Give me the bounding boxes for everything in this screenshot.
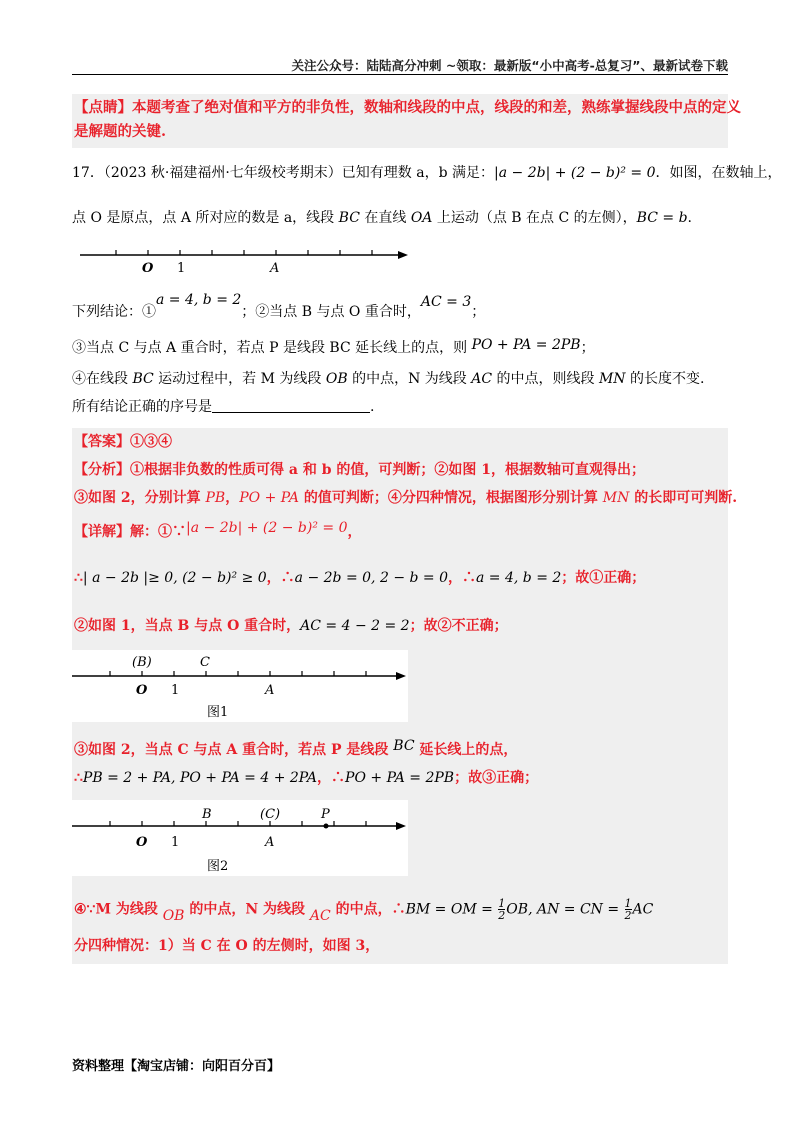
text: ，∴ <box>266 570 295 586</box>
math-step2-eq: AC = 4 − 2 = 2 <box>300 618 410 634</box>
question-line <box>72 397 374 417</box>
text: ，∴ <box>317 770 346 786</box>
math-sum: PO + PA <box>239 490 299 506</box>
answer-block <box>72 428 738 964</box>
math-step4-eq2: OB, AN = CN = <box>506 901 624 918</box>
math-ac: AC <box>309 907 331 924</box>
step-3b <box>74 768 538 788</box>
text: 在直线 <box>359 210 411 226</box>
math-c3: PO + PA = 2PB <box>471 337 581 353</box>
step-3 <box>74 740 517 760</box>
math-step1-eq1: | a − 2b |≥ 0, (2 − b)² ≥ 0 <box>82 570 267 586</box>
text: ③如图 2，分别计算 <box>74 490 206 506</box>
text: ③当点 C 与点 A 重合时，若点 P 是线段 BC 延长线上的点，则 <box>72 340 472 356</box>
text: 的中点，则线段 <box>492 371 599 387</box>
fig2-label-one: 1 <box>171 835 180 850</box>
frac-den: 2 <box>498 909 506 922</box>
fig1-label-one: 1 <box>171 683 180 698</box>
text: ③如图 2，当点 C 与点 A 重合时，若点 P 是线段 <box>74 742 394 758</box>
text: ， <box>347 524 362 540</box>
header-divider <box>72 74 728 75</box>
fig1-label-o: O <box>136 683 148 698</box>
axis-label-a: A <box>270 261 280 276</box>
comment-block <box>72 94 741 148</box>
math-bc-eq: BC = b <box>636 210 688 226</box>
math-bc: BC <box>132 371 154 387</box>
math-ob: OB <box>325 371 348 387</box>
fig2-caption: 图2 <box>207 859 229 874</box>
text: ；故①正确； <box>561 570 646 586</box>
text: 点 O 是原点，点 A 所对应的数是 a，线段 <box>72 210 339 226</box>
frac-den: 2 <box>624 909 632 922</box>
text: ④在线段 <box>72 371 133 387</box>
text: ；②当点 B 与点 O 重合时， <box>241 304 421 320</box>
math-ob: OB <box>162 907 185 924</box>
math-step4-eq3: AC <box>632 901 654 918</box>
text: 上运动（点 B 在点 C 的左侧）， <box>432 210 637 226</box>
math-c2: AC = 3 <box>420 294 472 310</box>
comment-line-1: 【点睛】本题考查了绝对值和平方的非负性，数轴和线段的中点，线段的和差，熟练掌握线段中点的定义 <box>74 99 741 116</box>
text: ④∵M 为线段 <box>74 901 163 918</box>
detail-line <box>74 522 362 542</box>
figure-1 <box>72 650 408 722</box>
problem-equation: |a − 2b| + (2 − b)² = 0 <box>494 165 656 181</box>
text: 的中点，∴ <box>330 901 406 918</box>
text: 下列结论：① <box>72 304 156 320</box>
analysis-line-2 <box>74 488 737 508</box>
comment-line-2: 是解题的关键. <box>74 123 167 140</box>
math-bc: BC <box>393 738 415 754</box>
fig2-label-o: O <box>136 835 148 850</box>
text: 延长线上的点， <box>414 742 518 758</box>
text: 【详解】解：①∵ <box>74 524 186 540</box>
answer-blank <box>212 398 370 413</box>
fraction-half-1 <box>498 898 505 921</box>
math-pb: PB <box>205 490 226 506</box>
text: ②如图 1，当点 B 与点 O 重合时， <box>74 618 301 634</box>
math-step3-eq2: PO + PA = 2PB <box>345 770 455 786</box>
fig2-label-p: P <box>321 807 330 822</box>
analysis-line-1: 【分析】①根据非负数的性质可得 a 和 b 的值，可判断；②如图 1，根据数轴可直观得出； <box>74 462 645 478</box>
frac-num: 1 <box>624 897 632 910</box>
fig2-label-b: B <box>202 807 212 822</box>
problem-line-1 <box>72 163 782 183</box>
fig2-point-p <box>324 824 329 829</box>
text: ，∴ <box>448 570 476 586</box>
page-header: 关注公众号：陆陆高分冲刺 ~领取：最新版“小中高考-总复习”、最新试卷下载 <box>291 58 728 73</box>
fig1-label-c: C <box>200 655 210 670</box>
frac-num: 1 <box>498 897 506 910</box>
conclusion-4 <box>72 369 704 389</box>
math-step4-eq1: BM = OM = <box>405 901 498 918</box>
text: ；故③正确； <box>454 770 539 786</box>
math-step1-eq3: a = 4, b = 2 <box>476 570 562 586</box>
page-footer: 资料整理【淘宝店铺：向阳百分百】 <box>72 1059 281 1074</box>
math-c1: a = 4, b = 2 <box>156 292 242 308</box>
problem-line-2 <box>72 208 692 228</box>
answer-label: 【答案】①③④ <box>74 434 172 450</box>
problem-intro-end: ．如图，在数轴上， <box>655 165 782 181</box>
text: . <box>370 399 375 415</box>
text: 的长即可可判断. <box>629 490 738 506</box>
fig1-label-b: (B) <box>132 655 152 670</box>
step-1 <box>74 568 645 588</box>
fig2-label-c: (C) <box>260 807 281 822</box>
conclusions-line-1 <box>72 292 486 322</box>
step-4 <box>74 897 654 924</box>
fig1-label-a: A <box>265 683 275 698</box>
math-step3-eq1: PB = 2 + PA, PO + PA = 4 + 2PA <box>82 770 318 786</box>
math-step1-eq2: a − 2b = 0, 2 − b = 0 <box>294 570 448 586</box>
math-oa: OA <box>410 210 433 226</box>
axis-label-o: O <box>142 261 154 276</box>
text: ， <box>225 490 240 506</box>
conclusion-3 <box>72 338 595 358</box>
text: . <box>687 210 692 226</box>
step-5: 分四种情况：1）当 C 在 O 的左侧时，如图 3， <box>74 938 380 954</box>
fig1-caption: 图1 <box>207 705 229 720</box>
step-2 <box>74 616 508 636</box>
math-mn: MN <box>598 371 626 387</box>
axis-label-one: 1 <box>177 261 186 276</box>
fraction-half-2 <box>625 898 632 921</box>
text: 的中点，N 为线段 <box>347 371 472 387</box>
text: 的值可判断；④分四种情况，根据图形分别计算 <box>299 490 603 506</box>
number-line-problem <box>72 240 412 276</box>
math-ac: AC <box>471 371 493 387</box>
problem-intro: 17．（2023 秋·福建福州·七年级校考期末）已知有理数 a，b 满足： <box>72 165 495 181</box>
text: 的中点，N 为线段 <box>184 901 310 918</box>
figure-2 <box>72 800 408 876</box>
text: 的长度不变. <box>625 371 705 387</box>
text: 运动过程中，若 M 为线段 <box>153 371 326 387</box>
fig2-label-a: A <box>265 835 275 850</box>
text: 所有结论正确的序号是 <box>72 399 212 415</box>
math-detail-eq: |a − 2b| + (2 − b)² = 0 <box>186 520 348 536</box>
text: ∴ <box>74 770 83 786</box>
text: ∴ <box>74 570 83 586</box>
text: ； <box>471 304 486 320</box>
text: ； <box>580 340 595 356</box>
math-mn: MN <box>602 490 630 506</box>
math-bc: BC <box>338 210 360 226</box>
text: ；故②不正确； <box>409 618 508 634</box>
